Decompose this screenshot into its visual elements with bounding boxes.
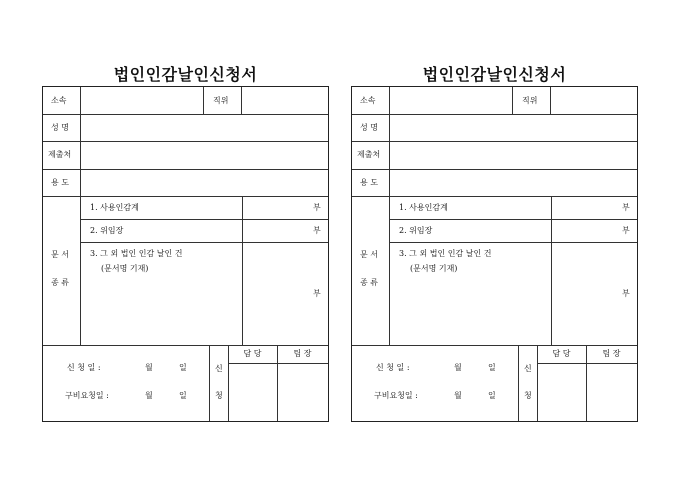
item-2-unit: 부	[313, 226, 321, 235]
item-3-note: (문서명 기재)	[101, 264, 149, 273]
name-label: 성 명	[51, 123, 69, 132]
form-title: 법인인감날인신청서	[422, 65, 567, 84]
item-3-note: (문서명 기재)	[410, 264, 458, 273]
position-label: 직위	[213, 96, 229, 105]
item-3-unit: 부	[313, 289, 321, 298]
purpose-label: 용 도	[51, 178, 69, 187]
request-day: 일	[488, 391, 496, 400]
apply-char-2: 청	[215, 391, 223, 400]
name-label: 성 명	[360, 123, 378, 132]
doc-type-label-2: 종 류	[51, 278, 69, 287]
doc-type-label-1: 문 서	[51, 250, 69, 259]
apply-month: 월	[145, 363, 153, 372]
seal-request-form-left	[42, 0, 329, 481]
purpose-label: 용 도	[360, 178, 378, 187]
item-2-unit: 부	[622, 226, 630, 235]
apply-day: 일	[488, 363, 496, 372]
item-1-unit: 부	[622, 203, 630, 212]
request-month: 월	[145, 391, 153, 400]
apply-char-2: 청	[524, 391, 532, 400]
item-1: 1. 사용인감계	[90, 203, 139, 212]
doc-type-label-2: 종 류	[360, 278, 378, 287]
apply-date-label: 신 청 일 :	[376, 363, 410, 372]
item-2: 2. 위임장	[399, 226, 433, 235]
item-3: 3. 그 외 법인 인감 날인 건	[90, 249, 183, 258]
apply-day: 일	[179, 363, 187, 372]
apply-char-1: 신	[215, 364, 223, 373]
submit-to-label: 제출처	[357, 150, 381, 159]
request-month: 월	[454, 391, 462, 400]
position-label: 직위	[522, 96, 538, 105]
affiliation-label: 소속	[51, 96, 67, 105]
form-title: 법인인감날인신청서	[113, 65, 258, 84]
seal-request-form-right	[351, 0, 638, 481]
item-3-unit: 부	[622, 289, 630, 298]
apply-month: 월	[454, 363, 462, 372]
doc-type-label-1: 문 서	[360, 250, 378, 259]
form-table	[351, 86, 638, 422]
apply-char-1: 신	[524, 364, 532, 373]
submit-to-label: 제출처	[48, 150, 72, 159]
team-lead-label: 팀 장	[602, 349, 621, 358]
staff-label: 담 당	[243, 349, 262, 358]
staff-label: 담 당	[552, 349, 571, 358]
form-table	[42, 86, 329, 422]
item-3: 3. 그 외 법인 인감 날인 건	[399, 249, 492, 258]
item-1-unit: 부	[313, 203, 321, 212]
affiliation-label: 소속	[360, 96, 376, 105]
request-day: 일	[179, 391, 187, 400]
apply-date-label: 신 청 일 :	[67, 363, 101, 372]
request-date-label: 구비요청일 :	[65, 391, 109, 400]
item-2: 2. 위임장	[90, 226, 124, 235]
request-date-label: 구비요청일 :	[374, 391, 418, 400]
team-lead-label: 팀 장	[293, 349, 312, 358]
item-1: 1. 사용인감계	[399, 203, 448, 212]
